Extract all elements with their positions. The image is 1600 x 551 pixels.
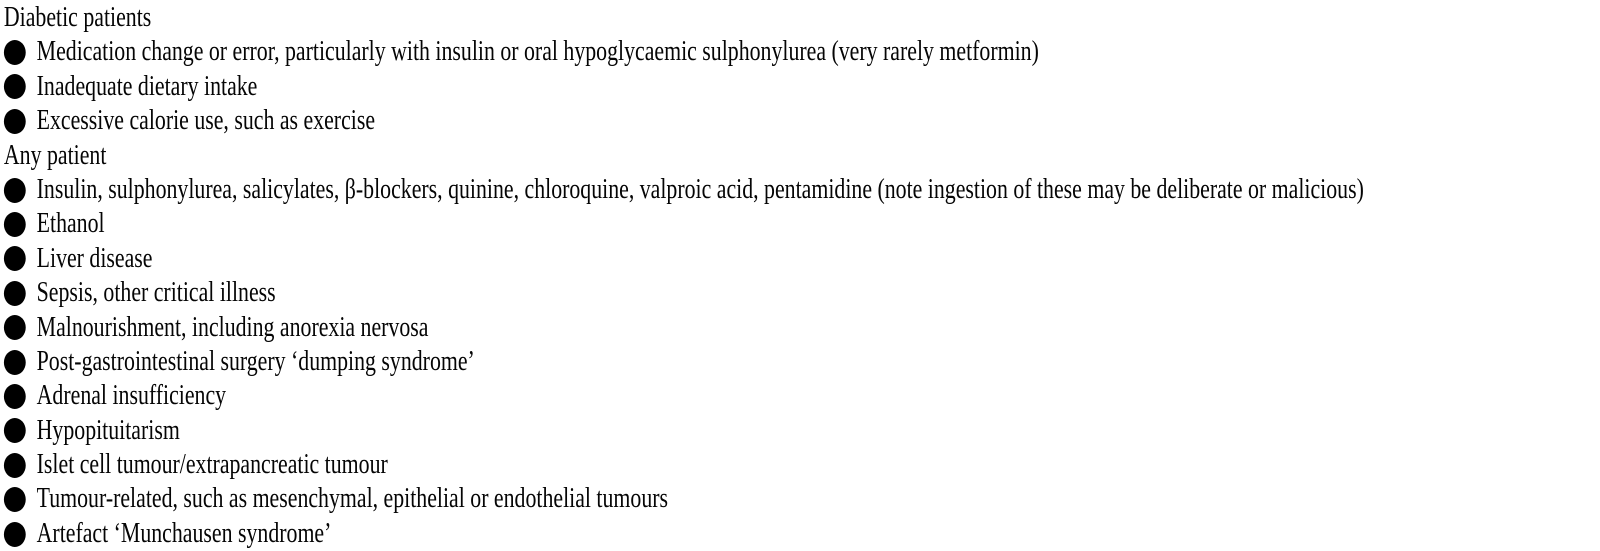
list-item — [4, 379, 1600, 413]
list-item-label: Post-gastrointestinal surgery ‘dumping syndrome’ — [36, 345, 475, 377]
list-item — [4, 345, 1600, 379]
list-item — [4, 482, 1600, 516]
list-item-label: Artefact ‘Munchausen syndrome’ — [36, 517, 332, 549]
list-item-label: Adrenal insufficiency — [36, 380, 227, 412]
list-item-label: Insulin, sulphonylurea, salicylates, β-blockers, quinine, chloroquine, valproic acid, pentamidine (note ingestion of these may be deliberate or malicious) — [36, 173, 1364, 205]
list-item — [4, 517, 1600, 551]
bullet-icon — [4, 487, 26, 512]
list-item-label: Liver disease — [36, 242, 153, 274]
list-item — [4, 173, 1600, 207]
section-heading-diabetic-patients: Diabetic patients — [3, 2, 152, 33]
bullet-icon — [4, 246, 26, 271]
list-item-label: Excessive calorie use, such as exercise — [36, 105, 376, 137]
bullet-icon — [4, 384, 26, 409]
list-item — [4, 414, 1600, 448]
list-item — [4, 311, 1600, 345]
list-item — [4, 207, 1600, 241]
list-item-label: Islet cell tumour/extrapancreatic tumour — [36, 449, 388, 481]
bullet-icon — [4, 418, 26, 443]
list-item — [4, 70, 1600, 104]
bullet-icon — [4, 109, 26, 134]
list-item — [4, 104, 1600, 138]
list-item-label: Inadequate dietary intake — [36, 70, 258, 102]
bullet-icon — [4, 350, 26, 375]
bullet-icon — [4, 178, 26, 203]
list-item — [4, 242, 1600, 276]
list-item — [4, 448, 1600, 482]
list-item — [4, 276, 1600, 310]
list-item-label: Sepsis, other critical illness — [36, 277, 276, 309]
list-item-label: Ethanol — [36, 208, 105, 240]
bullet-icon — [4, 522, 26, 547]
bullet-icon — [4, 74, 26, 99]
list-item-label: Malnourishment, including anorexia nervosa — [36, 311, 429, 343]
bullet-icon — [4, 40, 26, 65]
bullet-icon — [4, 212, 26, 237]
list-item-label: Medication change or error, particularly with insulin or oral hypoglycaemic sulphonylurea (very rarely metformin) — [36, 36, 1039, 68]
bullet-icon — [4, 315, 26, 340]
list-item-label: Tumour-related, such as mesenchymal, epithelial or endothelial tumours — [36, 483, 669, 515]
list-item — [4, 35, 1600, 69]
list-item-label: Hypopituitarism — [36, 414, 180, 446]
section-heading-any-patient: Any patient — [3, 139, 107, 171]
bullet-icon — [4, 453, 26, 478]
bullet-icon — [4, 281, 26, 306]
